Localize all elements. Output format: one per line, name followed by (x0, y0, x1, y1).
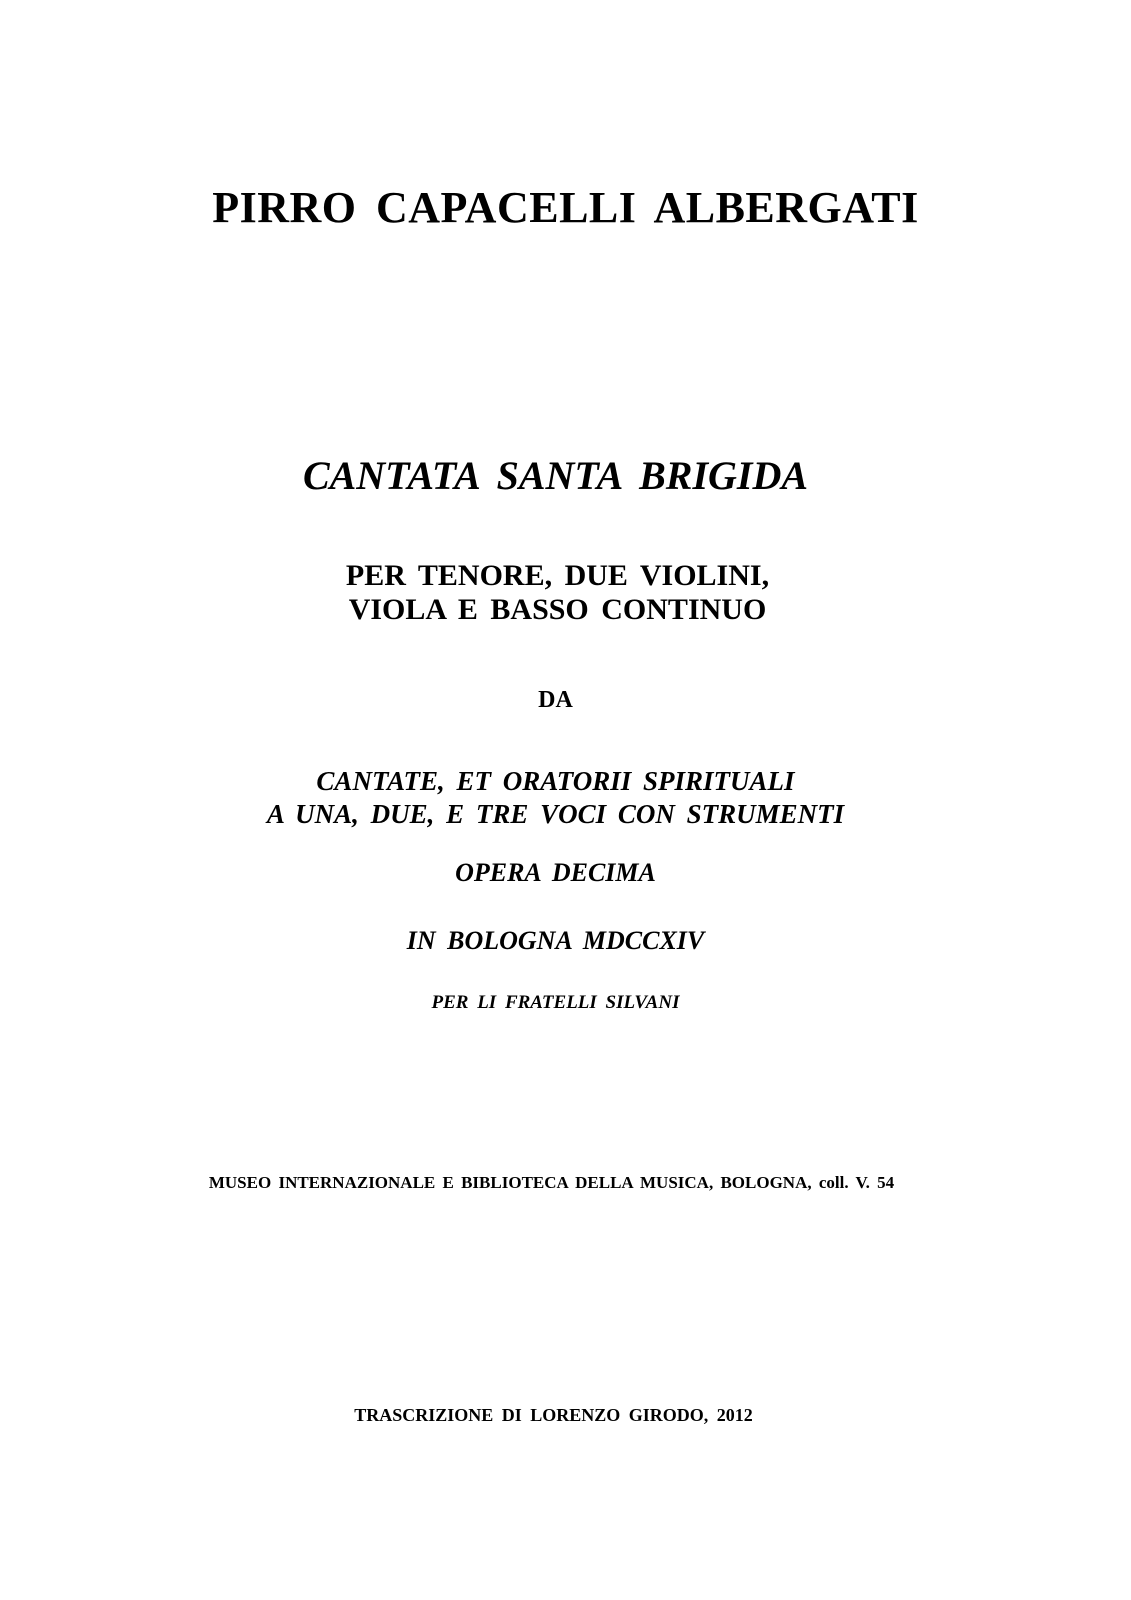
scoring-line-1: PER TENORE, DUE VIOLINI, (345, 559, 770, 592)
collection-title-line-2: A UNA, DUE, E TRE VOCI CON STRUMENTI (266, 799, 845, 829)
composer-name: PIRRO CAPACELLI ALBERGATI (212, 183, 919, 232)
library-source: MUSEO INTERNAZIONALE E BIBLIOTECA DELLA MUSICA, BOLOGNA, coll. V. 54 (208, 1173, 895, 1192)
publication-imprint: IN BOLOGNA MDCCXIV (406, 926, 705, 955)
scoring-line-2: VIOLA E BASSO CONTINUO (348, 593, 767, 626)
work-title: CANTATA SANTA BRIGIDA (302, 453, 809, 498)
transcription-credit: TRASCRIZIONE DI LORENZO GIRODO, 2012 (354, 1405, 753, 1425)
source-prefix: DA (538, 687, 573, 713)
printer-credit: PER LI FRATELLI SILVANI (431, 992, 680, 1013)
opus-number: OPERA DECIMA (455, 858, 656, 887)
collection-title-line-1: CANTATE, ET ORATORII SPIRITUALI (316, 766, 795, 796)
